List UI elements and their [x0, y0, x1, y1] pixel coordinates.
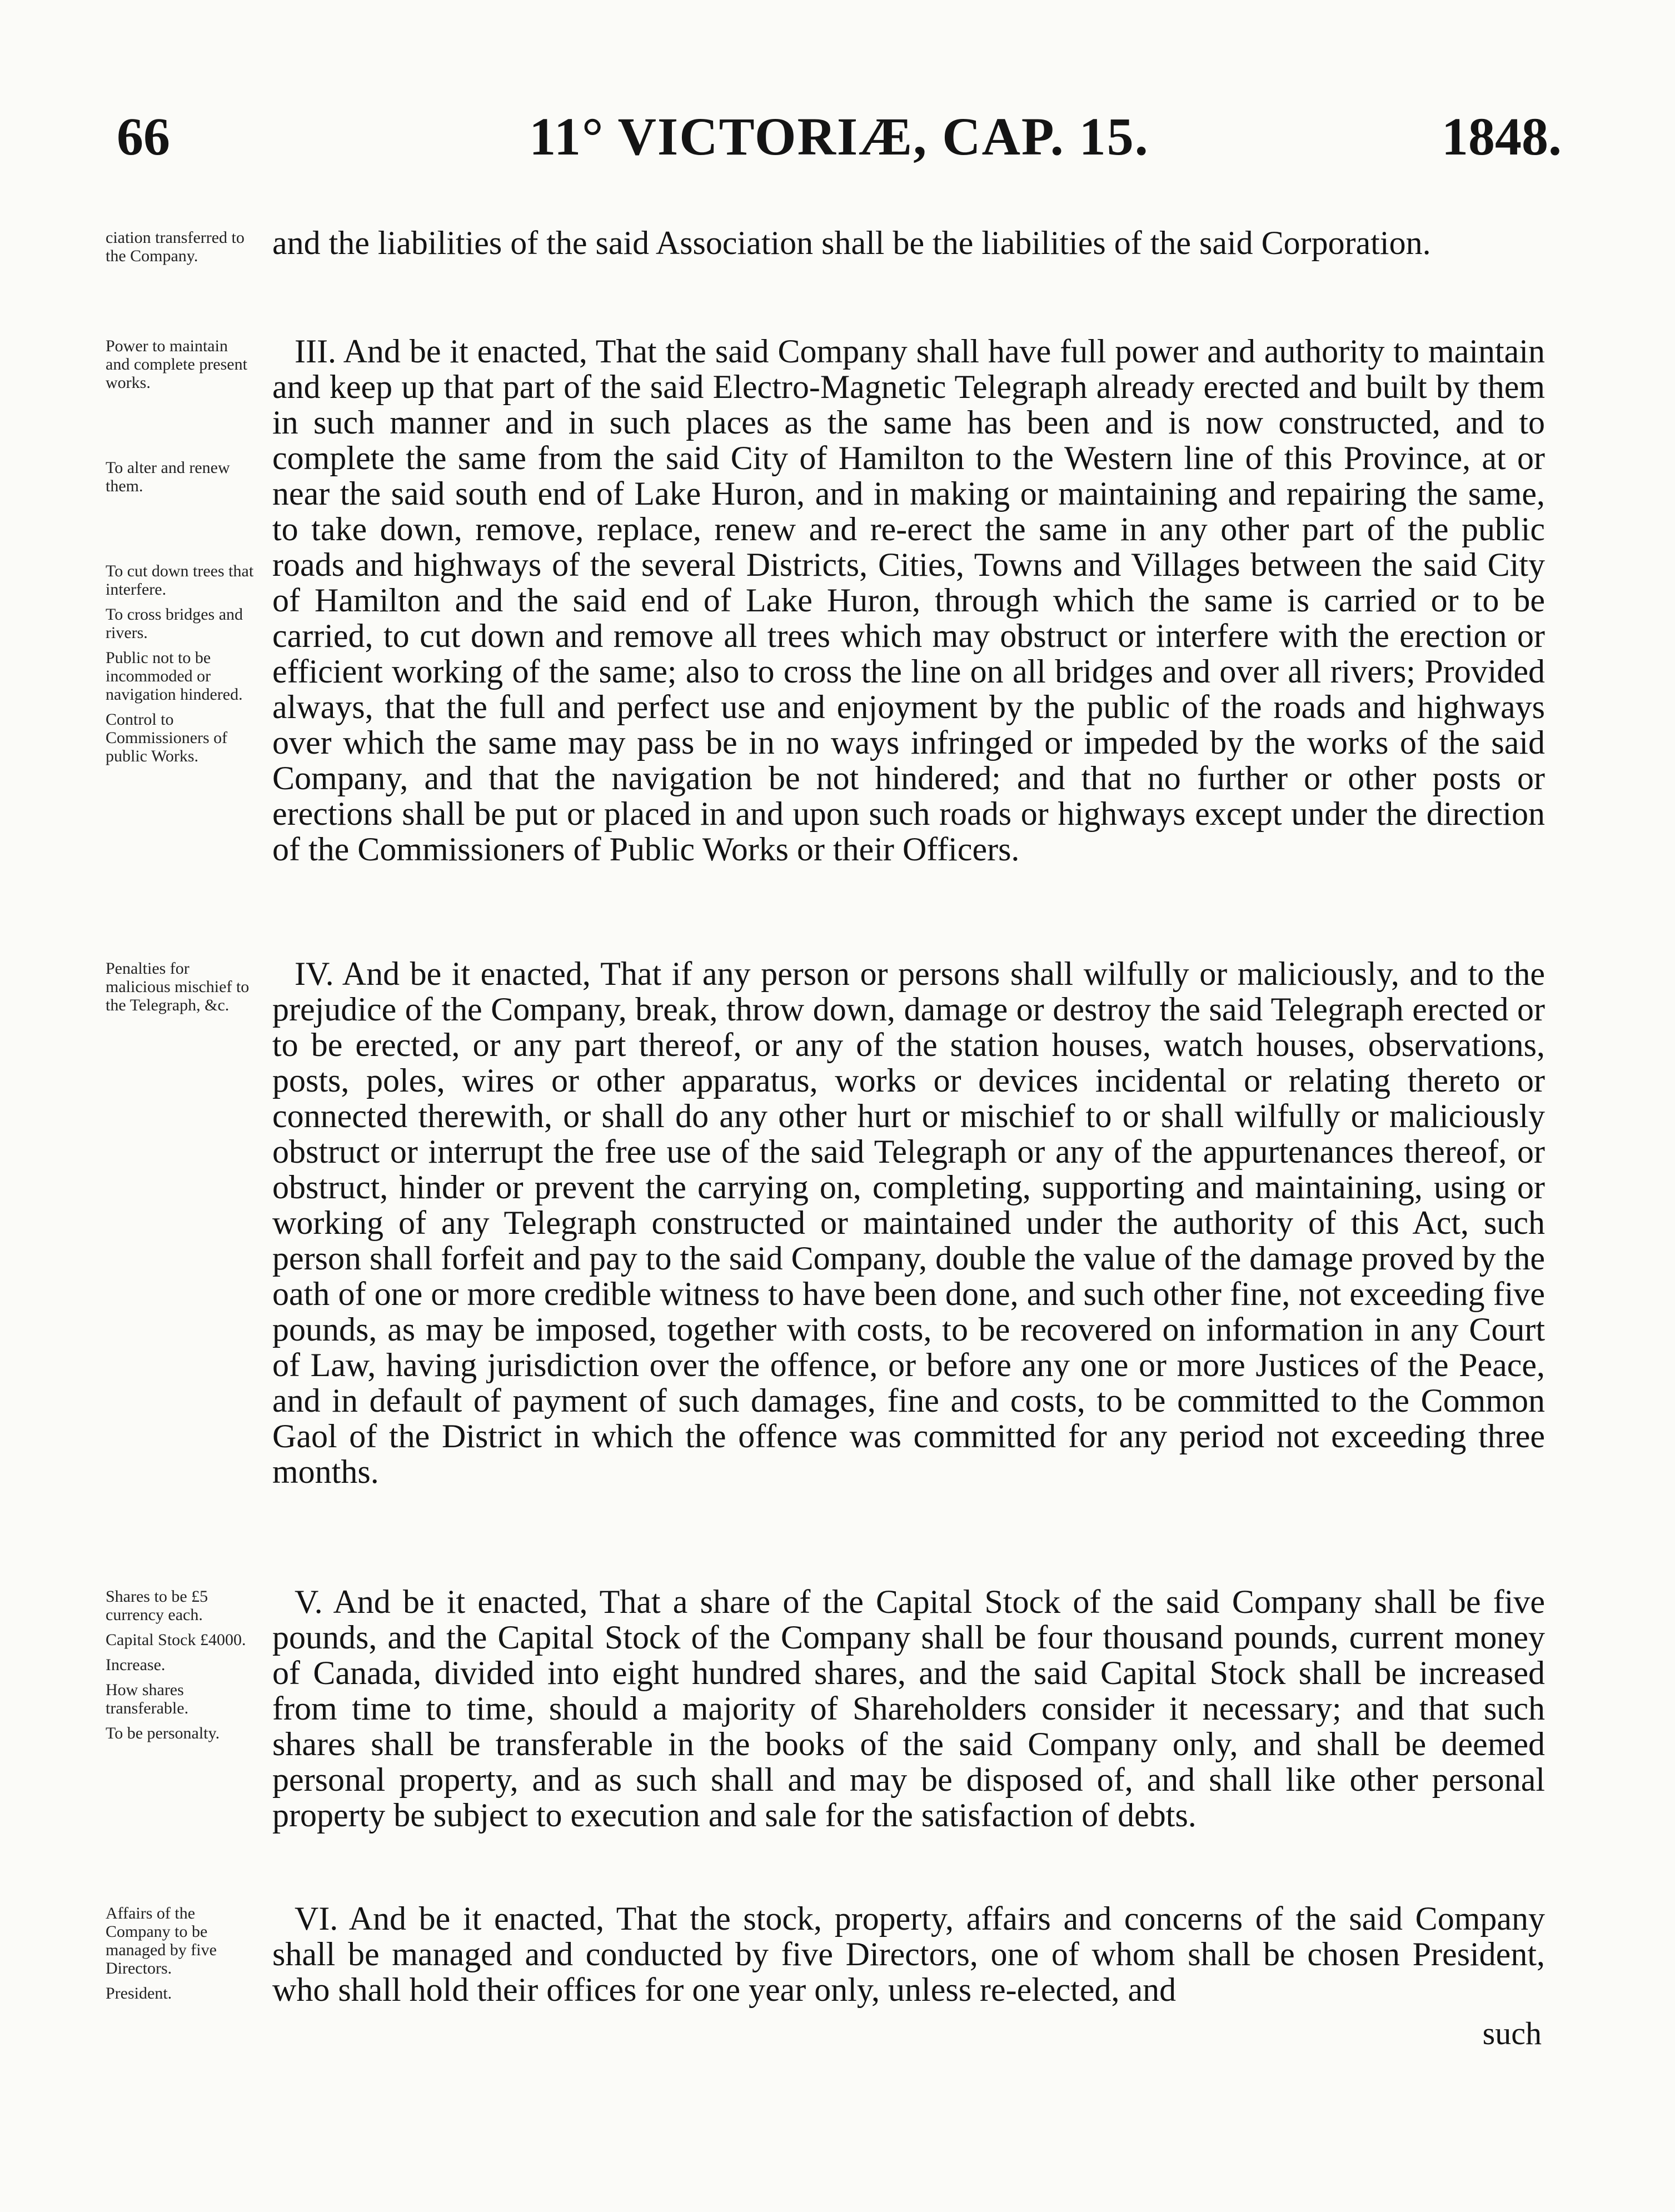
- margin-notes: [106, 228, 256, 272]
- margin-note: To be personalty.: [106, 1724, 220, 1742]
- margin-note: ciation transferred to the Company.: [106, 228, 245, 265]
- margin-note: Shares to be £5 currency each.: [106, 1587, 208, 1624]
- margin-notes: [106, 1904, 256, 2009]
- margin-note: Public not to be incommoded or navigation hindered.: [106, 649, 243, 704]
- margin-note: To cut down trees that interfere.: [106, 562, 254, 599]
- margin-note: Increase.: [106, 1656, 166, 1674]
- margin-note: Penalties for malicious mischief to the Telegraph, &c.: [106, 959, 250, 1014]
- paragraph: V. And be it enacted, That a share of the Capital Stock of the said Company shall be five pounds, and the Capital Stock of the Company shall be four thousand pounds, current money of Canada, divided into eight hundred shares, and the said Capital Stock shall be increased from time to time, should a majority of Shareholders consider it necessary; and that such shares shall be transferable in the books of the said Company only, and shall be deemed personal property, and as such shall and may be disposed of, and shall like other personal property be subject to execution and sale for the satisfaction of debts.: [272, 1583, 1545, 1834]
- paragraph: VI. And be it enacted, That the stock, property, affairs and concerns of the said Company shall be managed and conducted by five Directors, one of whom shall be chosen President, who shall hold their offices for one year only, unless re-elected, and: [272, 1900, 1545, 2008]
- margin-note: To alter and renew them.: [106, 459, 230, 495]
- page-number: 66: [117, 107, 170, 166]
- section-iv: [106, 956, 1562, 1556]
- paragraph: IV. And be it enacted, That if any person or persons shall wilfully or maliciously, and to the prejudice of the Company, break, throw down, damage or destroy the said Telegraph erected or to be erected, or any part thereof, or any of the station houses, watch houses, observations, posts, poles, wires or other apparatus, works or devices incidental or relating thereto or connected therewith, or shall do any other hurt or mischief to or shall wilfully or maliciously obstruct or interrupt the free use of the said Telegraph or any of the appurtenances thereof, or obstruct, hinder or prevent the carrying on, completing, supporting and maintaining, using or working of any Telegraph constructed or maintained under the authority of this Act, such person shall forfeit and pay to the said Company, double the value of the damage proved by the oath of one or more credible witness to have been done, and such other fine, not exceeding five pounds, as may be imposed, together with costs, to be recovered on information in any Court of Law, having jurisdiction over the offence, or before any one or more Justices of the Peace, and in default of payment of such damages, fine and costs, to be committed to the Common Gaol of the District in which the offence was committed for any period not exceeding three months.: [272, 955, 1545, 1490]
- margin-note: Capital Stock £4000.: [106, 1631, 246, 1649]
- margin-note: President.: [106, 1984, 172, 2002]
- section-text: [272, 1901, 1545, 2007]
- paragraph: and the liabilities of the said Association shall be the liabilities of the said Corporation.: [272, 225, 1431, 261]
- running-title: 11° VICTORIÆ, CAP. 15.: [529, 107, 1149, 166]
- section-iii: [106, 333, 1562, 917]
- catchword: such: [1482, 2015, 1542, 2051]
- margin-note: Control to Commissioners of public Works.: [106, 710, 228, 765]
- section-text: [272, 956, 1545, 1489]
- margin-notes: [106, 1587, 256, 1749]
- section-text: [272, 225, 1545, 261]
- margin-note: How shares transferable.: [106, 1681, 189, 1717]
- margin-notes: [106, 337, 256, 772]
- margin-note: To cross bridges and rivers.: [106, 605, 243, 642]
- margin-notes: [106, 959, 256, 1021]
- section-v: [106, 1584, 1562, 1873]
- paragraph: III. And be it enacted, That the said Company shall have full power and authority to maintain and keep up that part of the said Electro-Magnetic Telegraph already erected and built by them in such manner and in such places as the same has been and is now constructed, and to complete the same from the said City of Hamilton to the Western line of this Province, at or near the said south end of Lake Huron, and in making or maintaining and repairing the same, to take down, remove, replace, renew and re-erect the same in any other part of the public roads and highways of the several Districts, Cities, Towns and Villages between the said City of Hamilton and the said end of Lake Huron, through which the same is carried or to be carried, to cut down and remove all trees which may obstruct or interfere with the erection or efficient working of the same; also to cross the line on all bridges and over all rivers; Provided always, that the full and perfect use and enjoyment by the public of the roads and highways over which the same may pass be in no ways infringed or impeded by the works of the said Company, and that the navigation be not hindered; and that no further or other posts or erections shall be put or placed in and upon such roads or highways except under the direction of the Commissioners of Public Works or their Officers.: [272, 333, 1545, 868]
- margin-note: Power to maintain and complete present works.: [106, 337, 247, 392]
- page-header: [117, 106, 1562, 183]
- section-text: [272, 333, 1545, 867]
- section-continuation: [106, 225, 1562, 303]
- section-text: [272, 1584, 1545, 1833]
- section-vi: [106, 1901, 1562, 2084]
- year: 1848.: [1442, 107, 1562, 166]
- margin-note: Affairs of the Company to be managed by five Directors.: [106, 1904, 217, 1977]
